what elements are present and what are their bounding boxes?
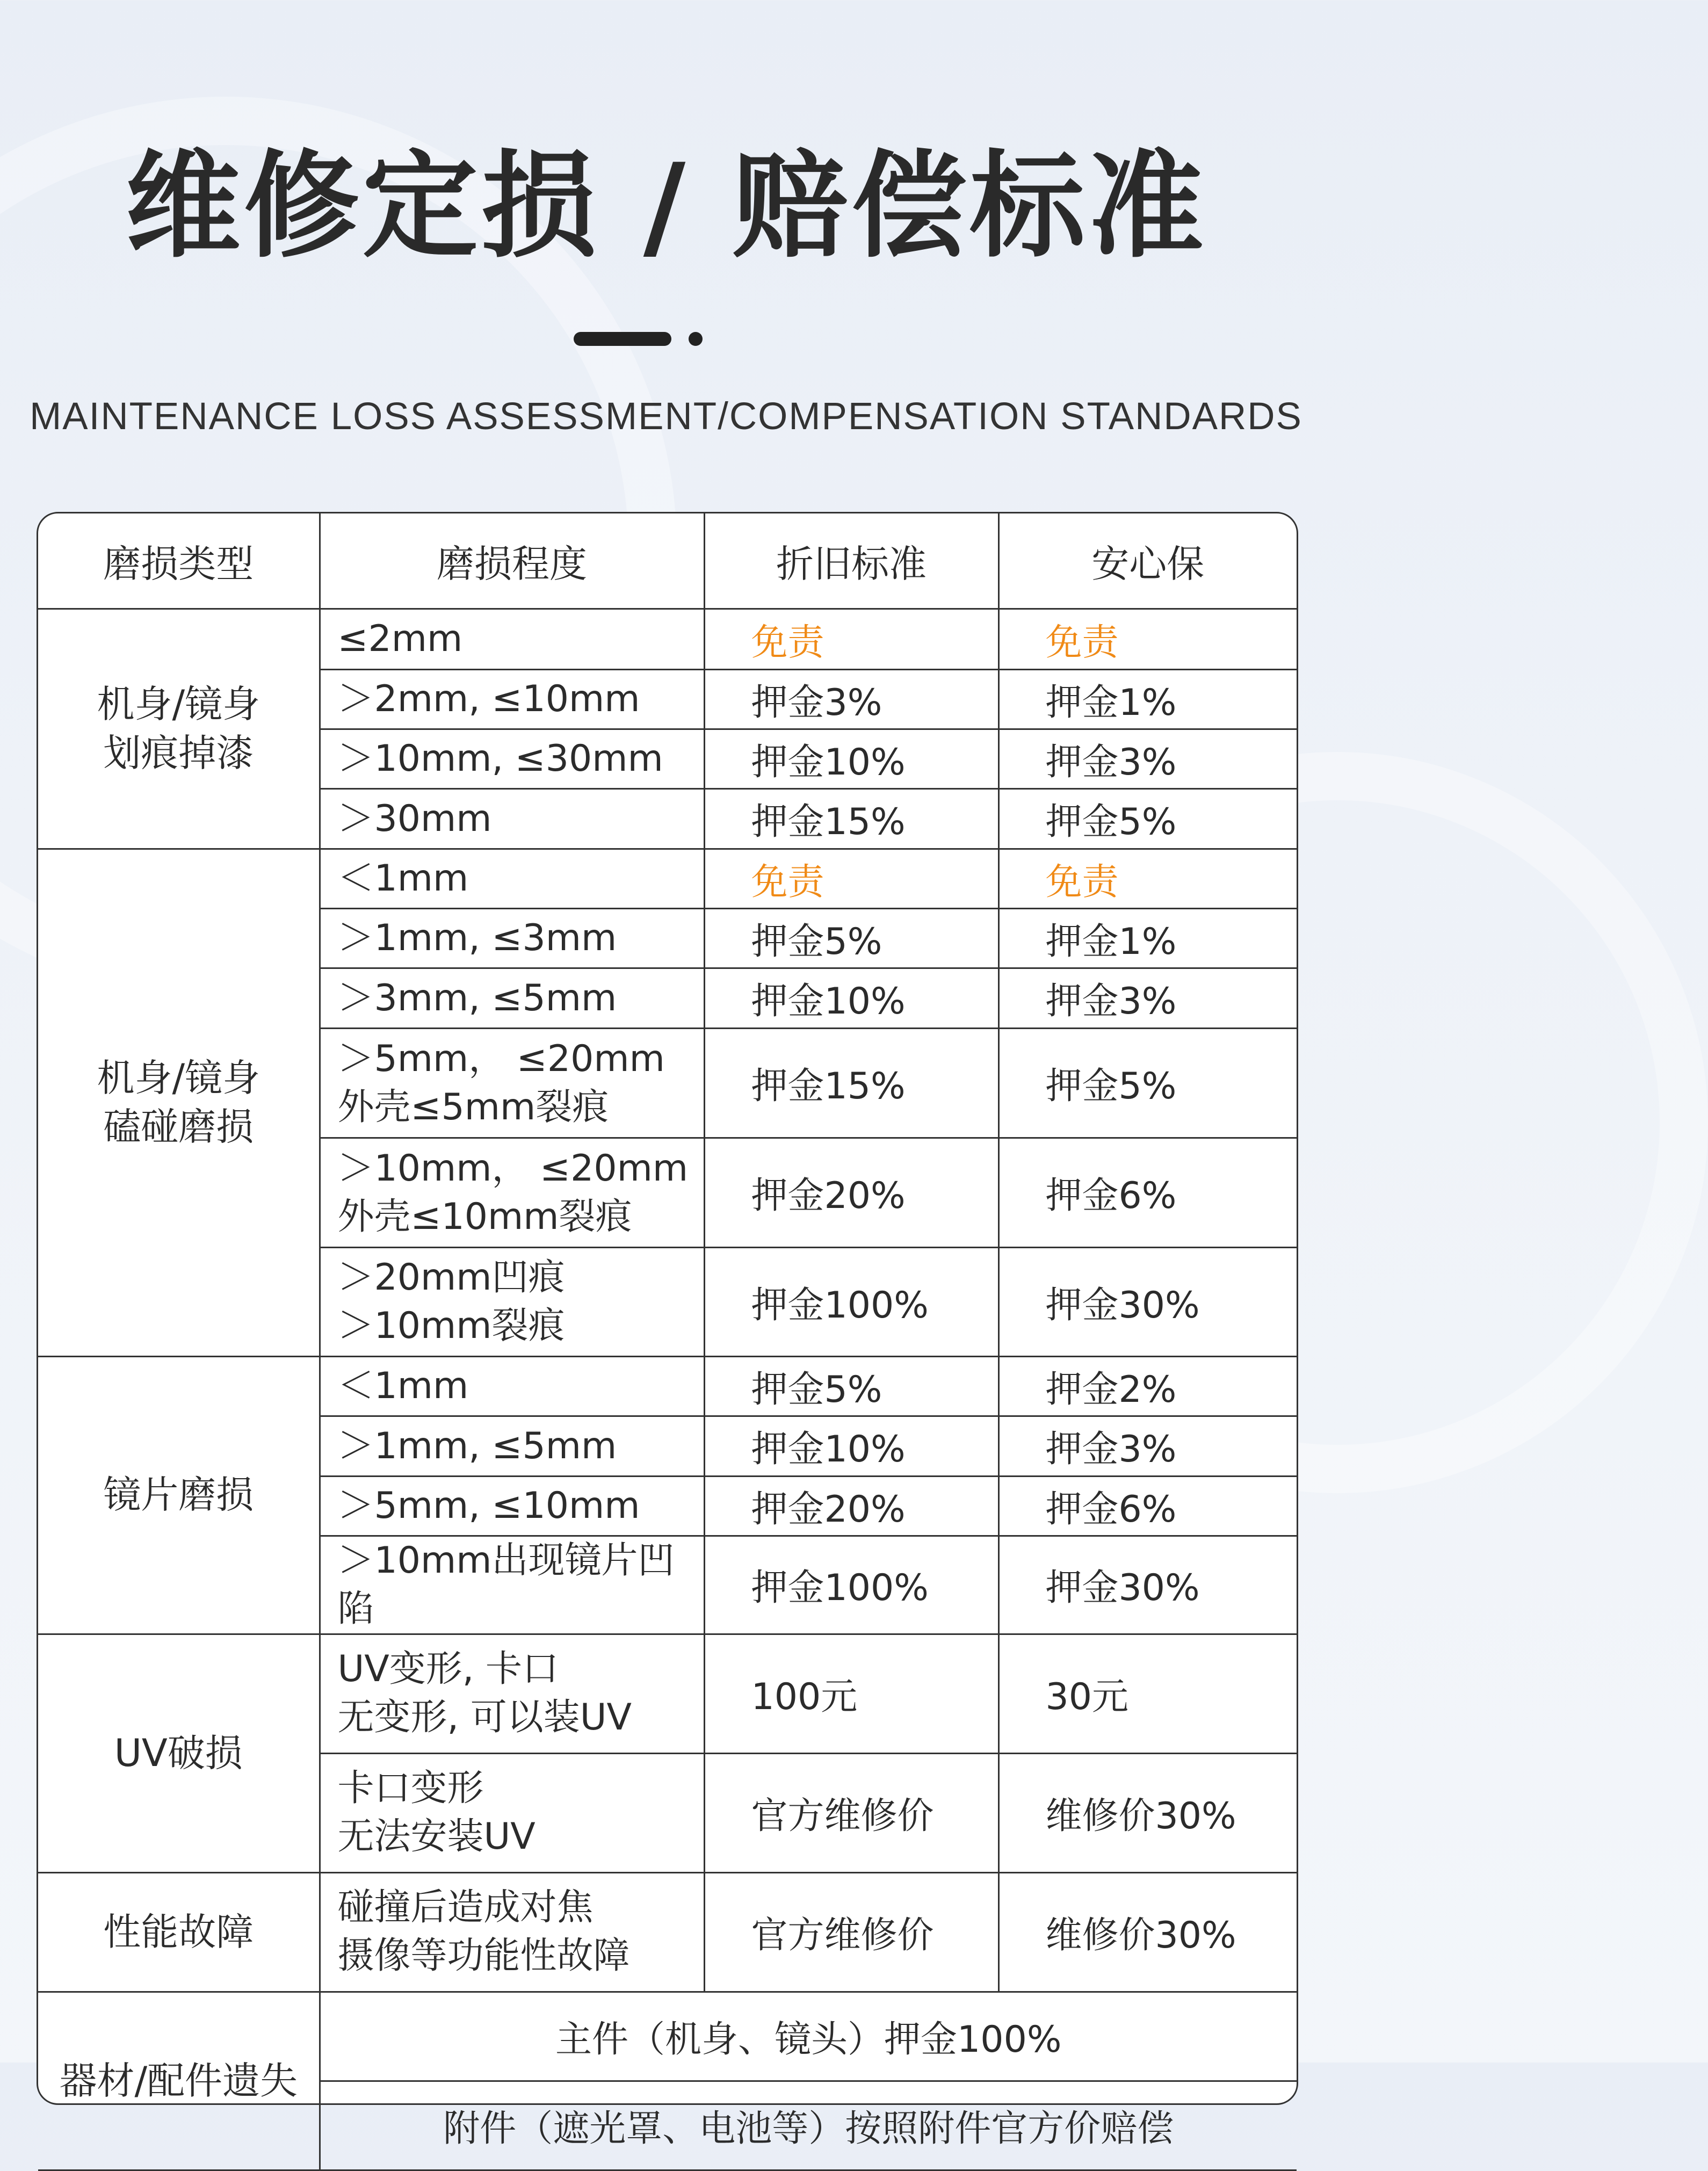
insurance-cell: 押金2% [998,1357,1297,1416]
insurance-cell: 押金5% [998,1029,1297,1138]
page-title: 维修定损 / 赔偿标准 [125,139,1207,273]
table-row [38,1992,1297,2081]
wear-degree-text: ＞3mm, ≤5mm [337,976,617,1019]
wear-type-text: 性能故障 [103,1909,254,1954]
wear-degree-text: ＜1mm [337,857,469,900]
wear-degree-text: ＞10mm出现镜片凹陷 [337,1539,675,1630]
wear-degree-text: 无变形, 可以装UV [337,1696,632,1739]
wear-type-cell [38,1357,320,1634]
depreciation-cell: 押金100% [704,1536,998,1634]
wear-degree-cell [320,849,704,909]
wear-degree-text: 外壳≤5mm裂痕 [337,1086,609,1128]
table-row [38,849,1297,909]
compensation-table-card [37,512,1298,2150]
table-row [38,1357,1297,1416]
wear-degree-cell [320,1753,704,1872]
wear-degree-cell [320,1477,704,1536]
wear-degree-text: ＞10mm裂痕 [337,1305,565,1347]
wear-degree-text: ＞10mm， ≤20mm [337,1147,689,1190]
wear-type-text: 磕碰磨损 [103,1105,254,1149]
wear-degree-cell [320,909,704,968]
wear-degree-text: ＞20mm凹痕 [337,1256,565,1299]
wear-type-text: 机身/镜身 [97,682,260,726]
wear-degree-cell [320,1536,704,1634]
depreciation-cell: 官方维修价 [704,1872,998,1992]
wear-type-cell: 器材/配件遗失 [38,1992,320,2170]
wear-degree-cell [320,609,704,670]
wear-degree-cell [320,789,704,849]
wear-degree-cell [320,1357,704,1416]
insurance-cell: 30元 [998,1634,1297,1753]
title-divider-bar [574,332,671,346]
insurance-cell: 押金1% [998,909,1297,968]
title-divider-dot [689,332,703,346]
insurance-cell: 押金1% [998,670,1297,729]
wear-degree-text: ≤2mm [337,618,463,661]
depreciation-cell: 押金100% [704,1248,998,1357]
wear-degree-text: ＜1mm [337,1365,469,1408]
wear-degree-cell [320,1138,704,1248]
depreciation-cell: 押金15% [704,789,998,849]
loss-compensation-cell: 附件（遮光罩、电池等）按照附件官方价赔偿 [320,2081,1297,2170]
wear-degree-text: ＞1mm, ≤3mm [337,917,617,960]
depreciation-cell: 免责 [704,609,998,670]
depreciation-cell: 押金20% [704,1138,998,1248]
wear-degree-text: ＞2mm, ≤10mm [337,678,640,721]
compensation-table [38,513,1297,2171]
table-body [38,609,1297,2170]
insurance-cell: 押金3% [998,968,1297,1029]
wear-type-cell [38,849,320,1357]
insurance-cell: 维修价30% [998,1872,1297,1992]
depreciation-cell: 押金10% [704,968,998,1029]
wear-degree-cell [320,968,704,1029]
wear-type-text: 镜片磨损 [103,1473,254,1517]
wear-degree-cell [320,670,704,729]
wear-degree-cell [320,729,704,789]
depreciation-cell: 押金10% [704,729,998,789]
wear-degree-cell [320,1248,704,1357]
table-header-row [38,513,1297,609]
wear-degree-text: ＞5mm， ≤20mm [337,1037,665,1080]
wear-type-text: UV破损 [114,1731,243,1775]
wear-degree-text: ＞1mm, ≤5mm [337,1424,617,1467]
wear-type-cell [38,1634,320,1872]
insurance-cell: 维修价30% [998,1753,1297,1872]
wear-degree-cell [320,1416,704,1477]
wear-degree-cell [320,1872,704,1992]
wear-degree-text: ＞30mm [337,797,492,840]
depreciation-cell: 押金3% [704,670,998,729]
depreciation-cell: 押金10% [704,1416,998,1477]
insurance-cell: 免责 [998,849,1297,909]
insurance-cell: 押金30% [998,1248,1297,1357]
depreciation-cell: 免责 [704,849,998,909]
wear-degree-text: 碰撞后造成对焦 [337,1886,594,1929]
depreciation-cell: 押金15% [704,1029,998,1138]
insurance-cell: 押金3% [998,1416,1297,1477]
table-row [38,1634,1297,1753]
wear-degree-cell [320,1029,704,1138]
depreciation-cell: 押金5% [704,1357,998,1416]
wear-type-text: 机身/镜身 [97,1056,260,1100]
depreciation-cell: 100元 [704,1634,998,1753]
wear-degree-text: UV变形, 卡口 [337,1648,559,1691]
insurance-cell: 押金6% [998,1477,1297,1536]
insurance-cell: 押金30% [998,1536,1297,1634]
wear-degree-text: 无法安装UV [337,1815,535,1858]
wear-type-text: 划痕掉漆 [103,731,254,775]
wear-degree-cell [320,1634,704,1753]
insurance-cell: 免责 [998,609,1297,670]
header-wear-type: 磨损类型 [38,513,320,609]
table-row [38,1872,1297,1992]
header-wear-degree: 磨损程度 [320,513,704,609]
wear-degree-text: 卡口变形 [337,1767,484,1810]
wear-degree-text: 摄像等功能性故障 [337,1935,630,1977]
loss-compensation-cell: 主件（机身、镜头）押金100% [320,1992,1297,2081]
header-depreciation-standard: 折旧标准 [704,513,998,609]
header-insurance: 安心保 [998,513,1297,609]
insurance-cell: 押金3% [998,729,1297,789]
page-subtitle: MAINTENANCE LOSS ASSESSMENT/COMPENSATION STANDARDS [30,395,1302,438]
depreciation-cell: 押金5% [704,909,998,968]
wear-degree-text: 外壳≤10mm裂痕 [337,1195,632,1238]
wear-degree-text: ＞5mm, ≤10mm [337,1485,640,1528]
depreciation-cell: 押金20% [704,1477,998,1536]
wear-type-cell [38,609,320,849]
table-row [38,609,1297,670]
insurance-cell: 押金6% [998,1138,1297,1248]
insurance-cell: 押金5% [998,789,1297,849]
wear-type-cell [38,1872,320,1992]
depreciation-cell: 官方维修价 [704,1753,998,1872]
wear-degree-text: ＞10mm, ≤30mm [337,737,663,780]
